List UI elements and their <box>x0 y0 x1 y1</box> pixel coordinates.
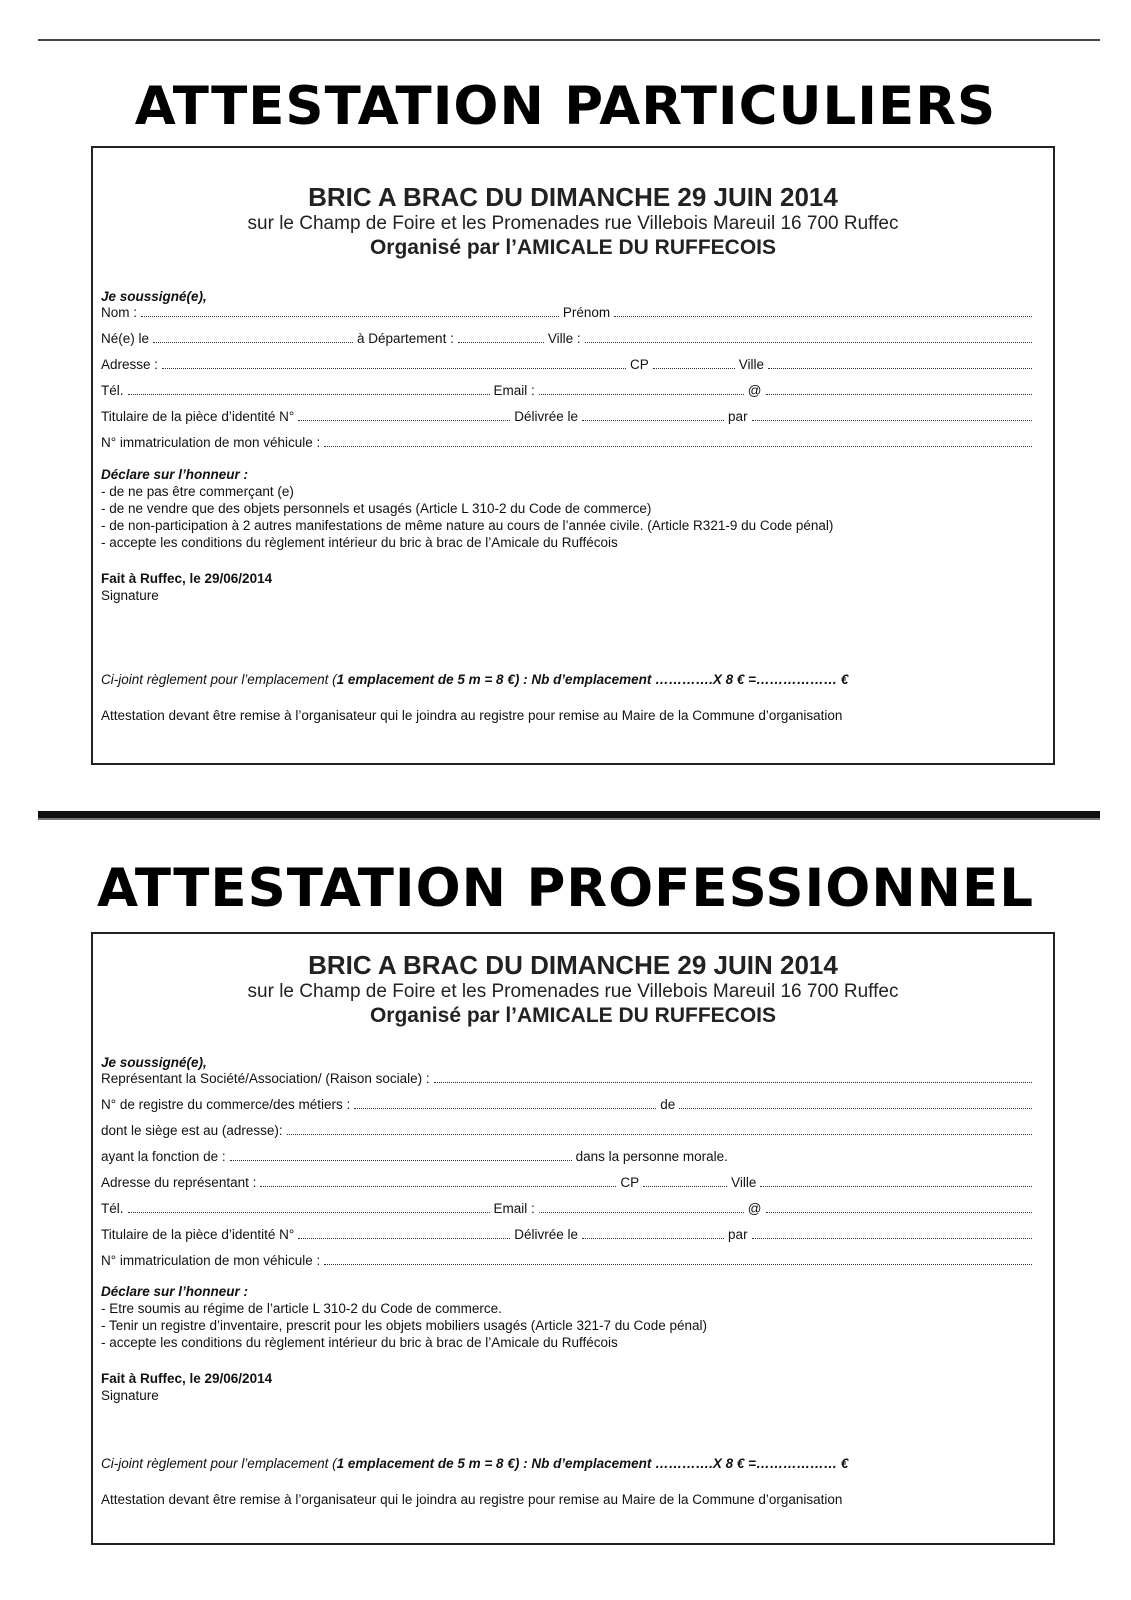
immatriculation-label: N° immatriculation de mon véhicule : <box>101 1253 321 1268</box>
immatriculation-field[interactable] <box>324 1254 1032 1265</box>
email-field[interactable] <box>539 384 744 395</box>
nom-label: Nom : <box>101 305 138 320</box>
nb-emplacement-field[interactable]: …………. <box>655 1456 713 1471</box>
ville-field[interactable] <box>585 332 1032 343</box>
event-organizer: Organisé par l’AMICALE DU RUFFECOIS <box>369 1004 777 1027</box>
form-professionnel <box>91 932 1055 1545</box>
titulaire-label: Titulaire de la pièce d’identité N° <box>101 1227 295 1242</box>
par-label: par <box>728 409 748 424</box>
cp-field[interactable] <box>643 1176 727 1187</box>
declaration-item: - accepte les conditions du règlement intérieur du bric à brac de l’Amicale du Ruffécois <box>101 535 618 550</box>
ne-le-label: Né(e) le <box>101 331 150 346</box>
cp-label: CP <box>630 357 649 372</box>
adresse-rep-field[interactable] <box>260 1176 616 1187</box>
ville-label: Ville <box>731 1175 757 1190</box>
contact-row <box>101 383 1036 409</box>
form-particuliers <box>91 146 1055 765</box>
identity-fields <box>101 1054 1036 1279</box>
par-field[interactable] <box>752 410 1032 421</box>
event-title: BRIC A BRAC DU DIMANCHE 29 JUIN 2014 <box>308 182 838 212</box>
declaration-item: - accepte les conditions du règlement intérieur du bric à brac de l’Amicale du Ruffécois <box>101 1335 618 1350</box>
adresse-rep-row <box>101 1175 1036 1201</box>
email-field[interactable] <box>539 1202 744 1213</box>
reglement-emplacement: 1 emplacement de 5 m = 8 €) : Nb d’emplacement <box>336 1456 652 1471</box>
par-field[interactable] <box>752 1228 1032 1239</box>
ville-field[interactable] <box>760 1176 1032 1187</box>
prenom-field[interactable] <box>614 306 1032 317</box>
titulaire-label: Titulaire de la pièce d’identité N° <box>101 409 295 424</box>
prenom-label: Prénom <box>562 305 611 320</box>
event-organizer: Organisé par l’AMICALE DU RUFFECOIS <box>369 236 777 259</box>
declaration-item: - Etre soumis au régime de l’article L 310-2 du Code de commerce. <box>101 1301 502 1316</box>
event-title: BRIC A BRAC DU DIMANCHE 29 JUIN 2014 <box>308 950 838 980</box>
email-label: Email : <box>493 383 535 398</box>
reglement-text: Ci-joint règlement pour l’emplacement ( <box>101 672 337 687</box>
declare-title: Déclare sur l’honneur : <box>101 1284 249 1299</box>
personne-morale-label: dans la personne morale. <box>575 1149 728 1164</box>
reglement-line <box>101 672 1036 687</box>
reglement-line <box>101 1456 1036 1471</box>
signature-label: Signature <box>101 588 159 603</box>
ville-label: Ville : <box>547 331 581 346</box>
email-label: Email : <box>493 1201 535 1216</box>
id-row <box>101 1227 1036 1253</box>
nb-emplacement-field[interactable]: …………. <box>655 672 713 687</box>
registre-label: N° de registre du commerce/des métiers : <box>101 1097 351 1112</box>
adresse-label: Adresse : <box>101 357 159 372</box>
de-label: de <box>660 1097 676 1112</box>
address-row <box>101 357 1036 383</box>
registre-row <box>101 1097 1036 1123</box>
registre-field[interactable] <box>354 1098 656 1109</box>
event-place: sur le Champ de Foire et les Promenades rue Villebois Mareuil 16 700 Ruffec <box>247 213 899 234</box>
adresse-field[interactable] <box>162 358 626 369</box>
declaration-item: - de ne pas être commerçant (e) <box>101 484 294 499</box>
soussigne-label: Je soussigné(e), <box>101 289 207 304</box>
immatriculation-label: N° immatriculation de mon véhicule : <box>101 435 321 450</box>
event-place: sur le Champ de Foire et les Promenades rue Villebois Mareuil 16 700 Ruffec <box>247 981 899 1002</box>
ville2-label: Ville <box>738 357 765 372</box>
de-field[interactable] <box>679 1098 1032 1109</box>
section-divider <box>38 811 1100 820</box>
representant-label: Représentant la Société/Association/ (Raison sociale) : <box>101 1071 430 1086</box>
representant-field[interactable] <box>434 1072 1032 1083</box>
delivree-label: Délivrée le <box>514 1227 579 1242</box>
declaration-item: - de ne vendre que des objets personnels et usagés (Article L 310-2 du Code de commerce) <box>101 501 652 516</box>
titulaire-field[interactable] <box>298 410 510 421</box>
cp-field[interactable] <box>653 358 735 369</box>
fait-a: Fait à Ruffec, le 29/06/2014 <box>101 1371 273 1386</box>
at-sign: @ <box>747 1201 762 1216</box>
total-field[interactable]: ……………… <box>756 672 838 687</box>
departement-field[interactable] <box>458 332 544 343</box>
event-header <box>93 950 1053 1029</box>
signature-label: Signature <box>101 1388 159 1403</box>
at-sign: @ <box>747 383 762 398</box>
signature-block <box>101 1370 1036 1404</box>
cp-label: CP <box>620 1175 640 1190</box>
fonction-label: ayant la fonction de : <box>101 1149 226 1164</box>
ville2-field[interactable] <box>768 358 1032 369</box>
contact-row <box>101 1201 1036 1227</box>
reglement-price: X 8 € = <box>712 672 757 687</box>
remise-note: Attestation devant être remise à l’organisateur qui le joindra au registre pour remise au Maire de la Commune d’organisation <box>101 1492 843 1507</box>
name-row <box>101 305 1036 331</box>
title-particuliers: ATTESTATION PARTICULIERS <box>134 76 997 137</box>
fait-a: Fait à Ruffec, le 29/06/2014 <box>101 571 273 586</box>
tel-label: Tél. <box>101 383 124 398</box>
fonction-row <box>101 1149 1036 1175</box>
adresse-rep-label: Adresse du représentant : <box>101 1175 257 1190</box>
tel-field[interactable] <box>128 1202 490 1213</box>
immatriculation-field[interactable] <box>324 436 1032 447</box>
declarations-block <box>101 1283 1036 1351</box>
siege-row <box>101 1123 1036 1149</box>
tel-field[interactable] <box>128 384 490 395</box>
vehicle-row <box>101 1253 1036 1279</box>
title-professionnel: ATTESTATION PROFESSIONNEL <box>96 858 1035 919</box>
par-label: par <box>728 1227 748 1242</box>
delivree-label: Délivrée le <box>514 409 579 424</box>
vehicle-row <box>101 435 1036 461</box>
top-rule <box>38 39 1100 41</box>
email-domain-field[interactable] <box>766 384 1033 395</box>
delivree-field[interactable] <box>582 410 724 421</box>
identity-fields <box>101 288 1036 461</box>
declaration-item: - Tenir un registre d’inventaire, prescrit pour les objets mobiliers usagés (Article 321-7 du Code pénal) <box>101 1318 708 1333</box>
declare-title: Déclare sur l’honneur : <box>101 467 249 482</box>
id-row <box>101 409 1036 435</box>
euro-sign: € <box>840 672 849 687</box>
reglement-emplacement: 1 emplacement de 5 m = 8 €) : Nb d’emplacement <box>336 672 652 687</box>
signature-block <box>101 570 1036 604</box>
siege-field[interactable] <box>287 1124 1032 1135</box>
tel-label: Tél. <box>101 1201 124 1216</box>
representant-row <box>101 1071 1036 1097</box>
fonction-field[interactable] <box>230 1150 572 1161</box>
siege-label: dont le siège est au (adresse): <box>101 1123 283 1138</box>
reglement-price: X 8 € = <box>712 1456 757 1471</box>
declarations-block <box>101 466 1036 551</box>
total-field[interactable]: ……………… <box>756 1456 838 1471</box>
soussigne-label: Je soussigné(e), <box>101 1055 207 1070</box>
delivree-field[interactable] <box>582 1228 724 1239</box>
birth-row <box>101 331 1036 357</box>
event-header <box>93 182 1053 261</box>
nom-field[interactable] <box>141 306 559 317</box>
reglement-text: Ci-joint règlement pour l’emplacement ( <box>101 1456 337 1471</box>
declaration-item: - de non-participation à 2 autres manifestations de même nature au cours de l’année civile. (Article R321-9 du Code pénal) <box>101 518 834 533</box>
remise-note: Attestation devant être remise à l’organisateur qui le joindra au registre pour remise au Maire de la Commune d’organisation <box>101 708 843 723</box>
email-domain-field[interactable] <box>766 1202 1033 1213</box>
titulaire-field[interactable] <box>298 1228 510 1239</box>
departement-label: à Département : <box>357 331 454 346</box>
ne-le-field[interactable] <box>153 332 353 343</box>
euro-sign: € <box>840 1456 849 1471</box>
